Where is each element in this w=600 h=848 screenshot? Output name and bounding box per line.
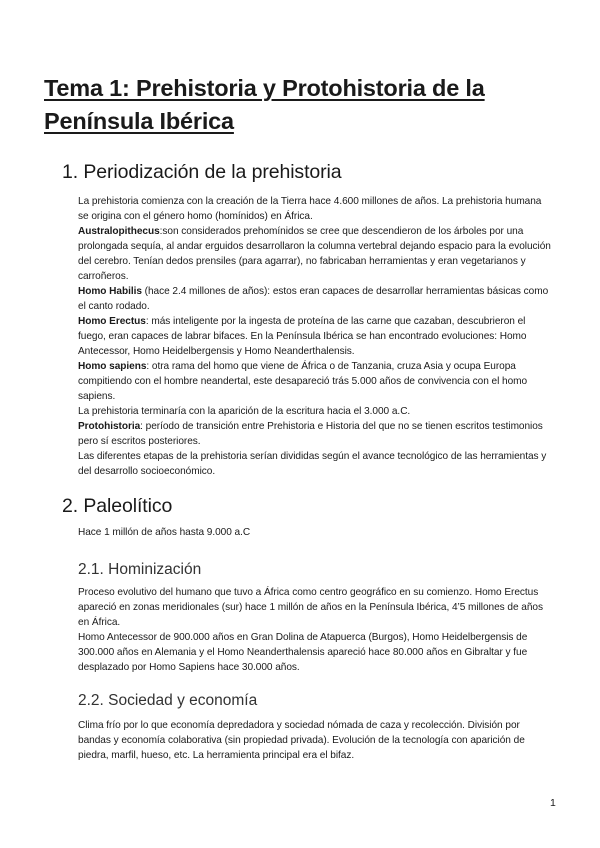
section-body-periodizacion	[78, 194, 554, 479]
term: Australopithecus	[78, 226, 160, 237]
subsection-heading-hominizacion: 2.1. Hominización	[78, 561, 202, 578]
paragraph-text: : otra rama del homo que viene de África o de Tanzania, cruza Asia y ocupa Europa compitiendo con el hombre neandertal, este desapareció trás 5.000 años de convivencia con el homo sapiens.	[78, 361, 528, 402]
paragraph-text: : período de transición entre Prehistoria e Historia del que no se tienen escritos testimonios pero sí escritos posteriores.	[78, 421, 543, 447]
page-title: Tema 1: Prehistoria y Protohistoria de la Península Ibérica	[44, 75, 485, 134]
paragraph	[78, 419, 554, 449]
paragraph: Proceso evolutivo del humano que tuvo a África como centro geográfico en su comienzo. Homo Erectus apareció en zonas meridionales (sur) hace 1 millón de años en la Península Ibérica, 4’5 millones de años en África.	[78, 587, 543, 628]
paragraph: Clima frío por lo que economía depredadora y sociedad nómada de caza y recolección. División por bandas y economía colaborativa (sin propiedad privada). Evolución de la tecnología con aparición de piedra, marfil, hueso, etc. La herramienta principal era el bifaz.	[78, 720, 525, 761]
paragraph	[78, 359, 554, 404]
paragraph: Homo Antecessor de 900.000 años en Gran Dolina de Atapuerca (Burgos), Homo Heidelbergensis de 300.000 años en Alemania y el Homo Neanderthalensis apareció hace 80.000 años en Gibraltar y fue desplazado por Homo Sapiens hace 30.000 años.	[78, 632, 528, 673]
paragraph	[78, 314, 554, 359]
subsection-body-sociedad	[78, 718, 554, 763]
paragraph-text: (hace 2.4 millones de años): estos eran capaces de desarrollar herramientas básicas como el canto rodado.	[78, 286, 549, 312]
term: Protohistoria	[78, 421, 141, 432]
term: Homo sapiens	[78, 361, 147, 372]
subsection-heading-sociedad: 2.2. Sociedad y economía	[78, 692, 258, 709]
paragraph-text: :son considerados prehomínidos se cree que descendieron de los árboles por una prolongada sequía, al andar erguidos desarrollaron la columna vertebral dejando espacio para la evolución del cerebro. Tenían dedos prensiles (para agarrar), no fabricaban herramientas y eran vegetarianos y carroñeros.	[78, 226, 551, 282]
paragraph	[78, 284, 554, 314]
section-intro-paleolitico	[78, 525, 554, 540]
paragraph: Las diferentes etapas de la prehistoria serían divididas según el avance tecnológico de las herramientas y del desarrollo socioeconómico.	[78, 451, 547, 477]
paragraph: La prehistoria terminaría con la aparición de la escritura hacia el 3.000 a.C.	[78, 406, 411, 417]
page-number: 1	[550, 797, 556, 809]
paragraph-text: : más inteligente por la ingesta de proteína de las carne que cazaban, descubrieron el fuego, eran capaces de labrar bifaces. En la Península Ibérica se han encontrado evoluciones: Homo Antecessor, Homo Heidelbergensis y Homo Neanderthalensis.	[78, 316, 527, 357]
paragraph: La prehistoria comienza con la creación de la Tierra hace 4.600 millones de años. La prehistoria humana se origina con el género homo (homínidos) en África.	[78, 196, 542, 222]
section-heading-periodizacion: 1. Periodización de la prehistoria	[62, 161, 342, 183]
section-heading-paleolitico: 2. Paleolítico	[62, 495, 173, 517]
paragraph: Hace 1 millón de años hasta 9.000 a.C	[78, 527, 251, 538]
term: Homo Erectus	[78, 316, 146, 327]
paragraph	[78, 224, 554, 284]
subsection-body-hominizacion	[78, 585, 554, 675]
term: Homo Habilis	[78, 286, 142, 297]
